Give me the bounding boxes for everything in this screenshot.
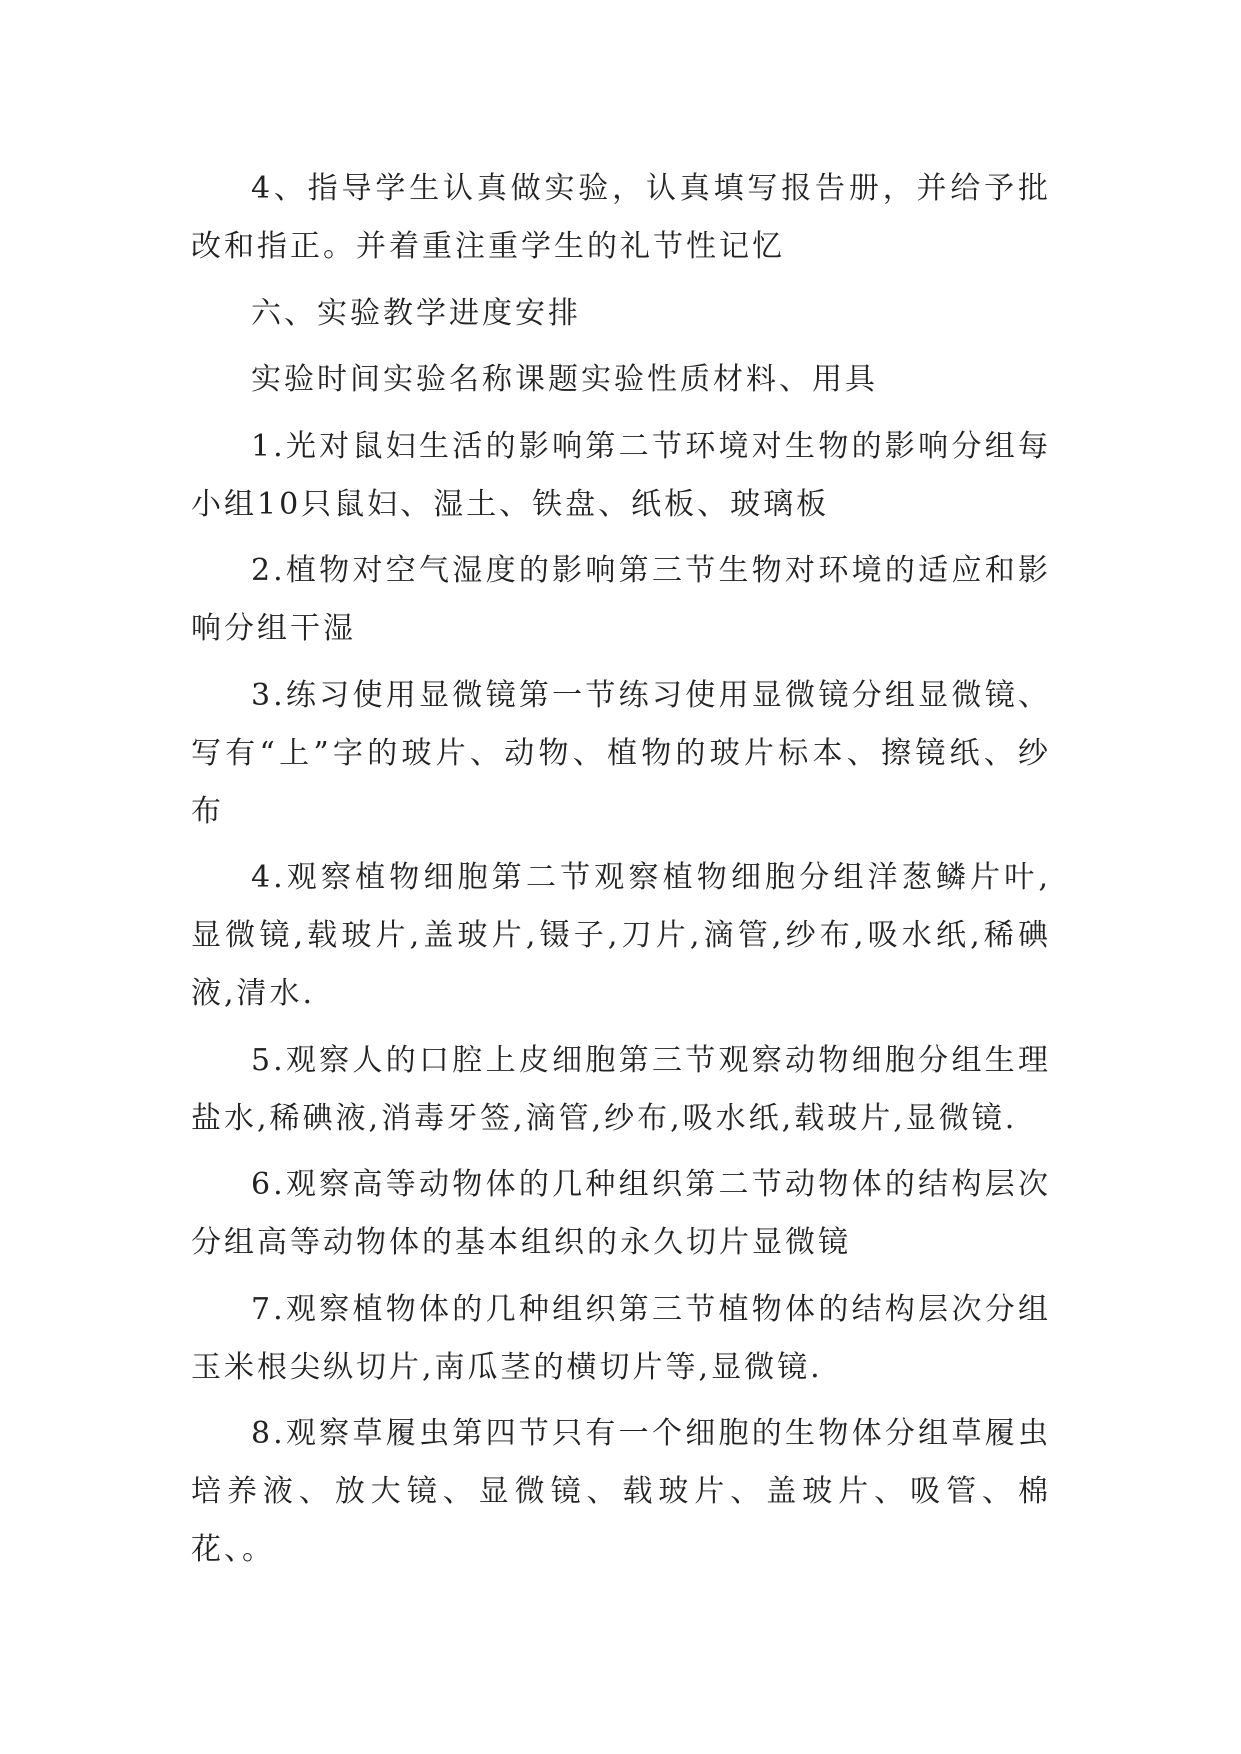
experiment-item-3: 3.练习使用显微镜第一节练习使用显微镜分组显微镜、写有“上”字的玻片、动物、植物的玻片标本、擦镜纸、纱布 bbox=[191, 677, 1051, 829]
experiment-item-6: 6.观察高等动物体的几种组织第二节动物体的结构层次分组高等动物体的基本组织的永久切片显微镜 bbox=[191, 1167, 1051, 1260]
experiment-item-1: 1.光对鼠妇生活的影响第二节环境对生物的影响分组每小组10只鼠妇、湿土、铁盘、纸板、玻璃板 bbox=[191, 428, 1051, 522]
section-heading-schedule: 六、实验教学进度安排 bbox=[251, 295, 581, 331]
experiment-item-8: 8.观察草履虫第四节只有一个细胞的生物体分组草履虫培养液、放大镜、显微镜、载玻片、盖玻片、吸管、棉花、。 bbox=[191, 1416, 1051, 1567]
experiment-item-4: 4.观察植物细胞第二节观察植物细胞分组洋葱鳞片叶,显微镜,载玻片,盖玻片,镊子,刀片,滴管,纱布,吸水纸,稀碘液,清水. bbox=[191, 860, 1051, 1011]
paragraph-teaching-guidance: 4、指导学生认真做实验，认真填写报告册，并给予批改和指正。并着重注重学生的礼节性记忆 bbox=[191, 171, 1051, 264]
experiment-item-5: 5.观察人的口腔上皮细胞第三节观察动物细胞分组生理盐水,稀碘液,消毒牙签,滴管,纱布,吸水纸,载玻片,显微镜. bbox=[191, 1042, 1051, 1136]
experiment-item-2: 2.植物对空气湿度的影响第三节生物对环境的适应和影响分组干湿 bbox=[191, 553, 1051, 646]
experiment-item-7: 7.观察植物体的几种组织第三节植物体的结构层次分组玉米根尖纵切片,南瓜茎的横切片等,显微镜. bbox=[191, 1291, 1051, 1385]
document-body bbox=[191, 160, 1051, 1588]
table-header-line: 实验时间实验名称课题实验性质材料、用具 bbox=[251, 362, 878, 397]
